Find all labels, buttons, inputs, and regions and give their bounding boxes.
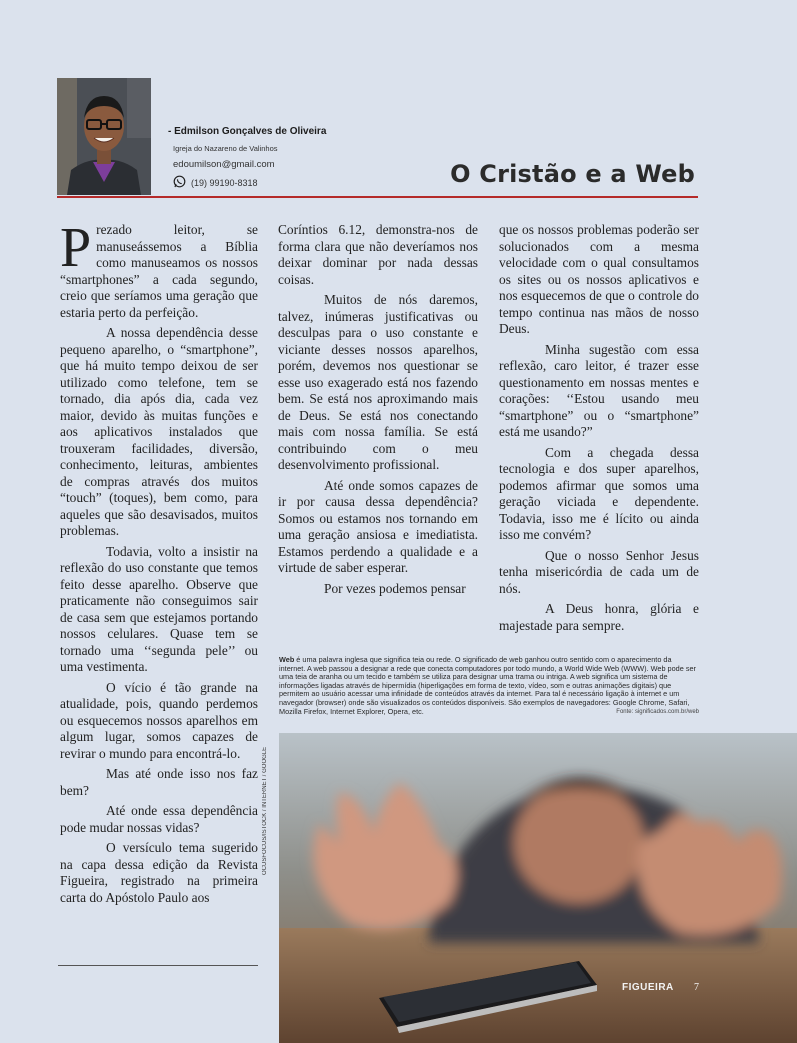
whatsapp-icon — [173, 175, 191, 190]
paragraph: Até onde somos capazes de ir por causa dessa dependência? Somos ou estamos nos tornando em uma geração ansiosa e imediatista. Estamos perdendo a qualidade e a virtude de saber esperar. — [278, 477, 478, 575]
author-name: - Edmilson Gonçalves de Oliveira — [168, 126, 327, 137]
title-rule — [57, 196, 698, 198]
paragraph: Mas até onde isso nos faz bem? — [60, 766, 258, 798]
author-info — [168, 126, 326, 190]
column-1 — [60, 217, 258, 910]
dropcap: P — [60, 217, 92, 279]
infobox-text: é uma palavra inglesa que significa teia ou rede. O significado de web ganhou outro sentido com o aparecimento da internet. A web passou a designar a rede que conecta computadores por todo mundo, a World Wide Web (WWW). Web pode ser uma teia de aranha ou um tecido e também se utiliza para designar uma trama ou intriga. A web significa um sistema de informações ligadas através de hipermídia (hiperligações em forma de texto, vídeo, som e outras animações digitais) que permitem ao usuário acessar uma infinidade de conteúdos através da internet. Para tal é necessário ligação à internet e um navegador (browser) onde são visualizados os conteúdos disponíveis. São exemplos de navegadores: Google Chrome, Safari, Mozilla Firefox, Internet Explorer, Opera, etc. — [279, 655, 696, 716]
paragraph: Até onde essa dependência pode mudar nossas vidas? — [60, 803, 258, 835]
paragraph: Que o nosso Senhor Jesus tenha misericórdia de cada um de nós. — [499, 547, 699, 596]
paragraph: Com a chegada dessa tecnologia e dos super aparelhos, podemos afirmar que somos uma geração viciada e dependente. Todavia, isso me é lícito ou ainda isso me convém? — [499, 444, 699, 542]
page-number: 7 — [694, 982, 699, 993]
paragraph: que os nossos problemas poderão ser solucionados com a mesma velocidade com o qual consultamos os sites ou os nossos aplicativos e nos esquecemos de que o controle do tempo continua nas mãos de nosso Deus. — [499, 222, 699, 336]
paragraph: Todavia, volto a insistir na reflexão do uso constante que temos feito desse aparelho. Observe que praticamente não conseguimos sair de casa sem que estejamos portando nossos celulares. Quase tem se tornado uma ‘‘segunda pele’’ ou uma vestimenta. — [60, 543, 258, 674]
infobox-source: Fonte: significados.com.br/web — [616, 708, 699, 715]
paragraph: O versículo tema sugerido na capa dessa edição da Revista Figueira, registrado na primeira carta do Apóstolo Paulo aos — [60, 840, 258, 905]
paragraph: Coríntios 6.12, demonstra-nos de forma clara que não deveríamos nos deixar dominar por nada dessas coisas. — [278, 222, 478, 287]
paragraph: Muitos de nós daremos, talvez, inúmeras justificativas ou desculpas para o uso constante e viciante desses nossos aparelhos, porém, devemos nos questionar se esse uso exagerado está nos fazendo bem. Se está nos aproximando mais de Deus. Se está nos conectando mais com nossa família. Se está contribuindo com o meu desenvolvimento profissional. — [278, 292, 478, 472]
author-church: Igreja do Nazareno de Valinhos — [173, 144, 278, 153]
paragraph: A Deus honra, glória e majestade para sempre. — [499, 601, 699, 633]
paragraph: Por vezes podemos pensar — [324, 580, 466, 596]
column-3 — [499, 222, 699, 638]
column-end-rule — [58, 965, 258, 966]
article-illustration — [279, 733, 797, 1043]
paragraph: O vício é tão grande na atualidade, pois, quando perdemos ou esquecemos nossos aparelhos em algum lugar, somos capazes de revirar o mundo para encontrá-lo. — [60, 679, 258, 761]
author-phone-number: (19) 99190-8318 — [191, 177, 258, 188]
paragraph: Prezado leitor, se manuseássemos a Bíblia como manuseamos os nossos “smartphones” a cada segundo, creio que seríamos uma geração que estaria perto da perfeição. — [60, 217, 258, 320]
web-definition-box — [279, 656, 699, 716]
image-credit: OCUSFOCUS/ISTOCK / INTERNET / GOOGLE — [262, 746, 268, 875]
author-phone — [173, 175, 326, 190]
paragraph: Minha sugestão com essa reflexão, caro leitor, é trazer esse questionamento em nossas mentes e corações: ‘‘Estou usando meu “smartphone” ou o “smartphone” está me usando?” — [499, 341, 699, 439]
column-2 — [278, 222, 478, 601]
author-email: edoumilson@gmail.com — [173, 159, 275, 170]
infobox-term: Web — [279, 655, 295, 664]
article-title: O Cristão e a Web — [450, 160, 695, 188]
paragraph: A nossa dependência desse pequeno aparelho, o “smartphone”, que há muito tempo deixou de ser utilizado como telefone, tem se tornado, dia após dia, cada vez maior, devido às muitas funções e aos aplicativos instalados que trouxeram facilidades, diversão, conhecimento, leituras, ambientes de compras através dos muitos “touch” (toques), bem como, para aqueles que são desavisados, muitos problemas. — [60, 325, 258, 538]
author-photo — [57, 78, 151, 195]
magazine-brand: FIGUEIRA — [622, 982, 674, 993]
